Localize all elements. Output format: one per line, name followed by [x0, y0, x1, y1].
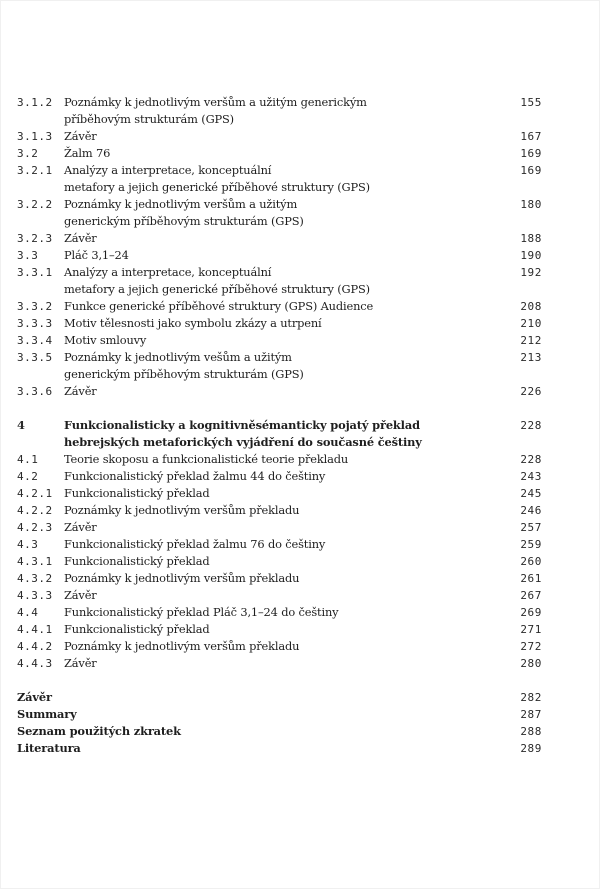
- toc-entry-3-3-1: [17, 264, 577, 298]
- page-number: 226: [520, 385, 542, 398]
- section-number: 4.2.1: [17, 487, 53, 500]
- page-number: 190: [520, 249, 542, 262]
- toc-entry-4-4-1: [17, 621, 577, 638]
- section-title: Analýzy a interpretace, konceptuální metafory a jejich generické příběhové struktury (GPS): [64, 163, 370, 194]
- page-number: 167: [520, 130, 542, 143]
- page-number: 208: [520, 300, 542, 313]
- toc-entry-3-2-1: [17, 162, 577, 196]
- section-title: Závěr: [64, 231, 97, 245]
- toc-entry-3-3-6: [17, 383, 577, 400]
- toc-chapter-4-heading: [17, 417, 577, 451]
- section-number: 3.2.2: [17, 198, 53, 211]
- toc-entry-3-2-3: [17, 230, 577, 247]
- section-number: 3.3.6: [17, 385, 53, 398]
- page-number: 269: [520, 606, 542, 619]
- page-number: 261: [520, 572, 542, 585]
- section-title: Funkcionalistický překlad: [64, 622, 210, 636]
- toc-entry-4-3-3: [17, 587, 577, 604]
- toc-entry-4-2-1: [17, 485, 577, 502]
- toc-entry-4-2: [17, 468, 577, 485]
- section-number: 4.4: [17, 606, 39, 619]
- section-title: Funkcionalistický překlad žalmu 44 do češtiny: [64, 469, 326, 483]
- toc-backmatter-summary: [17, 706, 577, 723]
- toc-entry-3-2: [17, 145, 577, 162]
- page-number: 212: [520, 334, 542, 347]
- section-number: 4.3.1: [17, 555, 53, 568]
- section-number: 3.3.2: [17, 300, 53, 313]
- page-number: 243: [520, 470, 542, 483]
- section-title: Poznámky k jednotlivým veršům a užitým generickým příběhovým strukturám (GPS): [64, 95, 367, 126]
- chapter-title: Funkcionalisticky a kognitivněsémanticky pojatý překlad hebrejských metaforických vyjádření do současné češtiny: [64, 418, 422, 449]
- page-number: 228: [520, 453, 542, 466]
- page-number: 210: [520, 317, 542, 330]
- page-number: 272: [520, 640, 542, 653]
- toc-entry-4-1: [17, 451, 577, 468]
- section-number: 3.3.5: [17, 351, 53, 364]
- page-number: 280: [520, 657, 542, 670]
- page-number: 267: [520, 589, 542, 602]
- page-number: 282: [520, 691, 542, 704]
- section-title: Teorie skoposu a funkcionalistické teorie překladu: [64, 452, 349, 466]
- chapter-number: 4: [17, 418, 26, 432]
- section-number: 4.2.2: [17, 504, 53, 517]
- page-number: 259: [520, 538, 542, 551]
- toc-entry-4-3: [17, 536, 577, 553]
- page-number: 246: [520, 504, 542, 517]
- section-number: 4.1: [17, 453, 39, 466]
- section-title: Funkcionalistický překlad: [64, 554, 210, 568]
- section-title: Analýzy a interpretace, konceptuální metafory a jejich generické příběhové struktury (GPS): [64, 265, 370, 296]
- section-number: 3.3.3: [17, 317, 53, 330]
- page-number: 188: [520, 232, 542, 245]
- page-number: 228: [520, 419, 542, 432]
- section-number: 4.2: [17, 470, 39, 483]
- page-number: 155: [520, 96, 542, 109]
- toc-entry-3-1-3: [17, 128, 577, 145]
- page-number: 192: [520, 266, 542, 279]
- toc-entry-4-3-2: [17, 570, 577, 587]
- backmatter-title: Závěr: [17, 690, 52, 704]
- page-number: 289: [520, 742, 542, 755]
- page-number: 260: [520, 555, 542, 568]
- page-number: 169: [520, 147, 542, 160]
- section-number: 4.3.3: [17, 589, 53, 602]
- toc-entry-3-2-2: [17, 196, 577, 230]
- section-title: Motiv smlouvy: [64, 333, 147, 347]
- section-number: 4.4.2: [17, 640, 53, 653]
- page-number: 180: [520, 198, 542, 211]
- toc-entry-3-3-4: [17, 332, 577, 349]
- toc-entry-4-2-3: [17, 519, 577, 536]
- section-title: Žalm 76: [64, 146, 111, 160]
- section-title: Závěr: [64, 588, 97, 602]
- section-title: Poznámky k jednotlivým veršům a užitým generickým příběhovým strukturám (GPS): [64, 197, 304, 228]
- section-title: Poznámky k jednotlivým veršům překladu: [64, 503, 300, 517]
- toc-entry-3-3: [17, 247, 577, 264]
- backmatter-title: Literatura: [17, 741, 81, 755]
- section-number: 3.1.3: [17, 130, 53, 143]
- page-number: 288: [520, 725, 542, 738]
- toc-entry-4-4-2: [17, 638, 577, 655]
- toc-entry-3-1-2: [17, 94, 577, 128]
- backmatter-title: Summary: [17, 707, 77, 721]
- section-number: 3.2: [17, 147, 39, 160]
- section-number: 3.3: [17, 249, 39, 262]
- section-title: Funkcionalistický překlad: [64, 486, 210, 500]
- section-number: 3.3.4: [17, 334, 53, 347]
- section-number: 4.3.2: [17, 572, 53, 585]
- section-number: 3.3.1: [17, 266, 53, 279]
- page-number: 213: [520, 351, 542, 364]
- table-of-contents: [17, 94, 577, 757]
- toc-backmatter-literature: [17, 740, 577, 757]
- toc-entry-3-3-5: [17, 349, 577, 383]
- backmatter-title: Seznam použitých zkratek: [17, 724, 181, 738]
- section-title: Poznámky k jednotlivým veršům překladu: [64, 639, 300, 653]
- section-title: Závěr: [64, 129, 97, 143]
- section-title: Funkcionalistický překlad žalmu 76 do češtiny: [64, 537, 326, 551]
- toc-entry-4-2-2: [17, 502, 577, 519]
- section-number: 4.4.3: [17, 657, 53, 670]
- section-title: Poznámky k jednotlivým veršům překladu: [64, 571, 300, 585]
- section-title: Závěr: [64, 520, 97, 534]
- page-number: 271: [520, 623, 542, 636]
- toc-entry-3-3-3: [17, 315, 577, 332]
- section-number: 4.4.1: [17, 623, 53, 636]
- toc-entry-4-3-1: [17, 553, 577, 570]
- section-title: Motiv tělesnosti jako symbolu zkázy a utrpení: [64, 316, 322, 330]
- toc-entry-4-4-3: [17, 655, 577, 672]
- section-number: 3.2.3: [17, 232, 53, 245]
- section-title: Funkce generické příběhové struktury (GPS) Audience: [64, 299, 374, 313]
- section-title: Poznámky k jednotlivým vešům a užitým generickým příběhovým strukturám (GPS): [64, 350, 304, 381]
- section-title: Pláč 3,1–24: [64, 248, 129, 262]
- section-title: Funkcionalistický překlad Pláč 3,1–24 do češtiny: [64, 605, 339, 619]
- page-number: 245: [520, 487, 542, 500]
- section-title: Závěr: [64, 656, 97, 670]
- section-number: 4.2.3: [17, 521, 53, 534]
- toc-backmatter-conclusion: [17, 689, 577, 706]
- toc-backmatter-abbreviations: [17, 723, 577, 740]
- section-title: Závěr: [64, 384, 97, 398]
- section-number: 3.2.1: [17, 164, 53, 177]
- page-number: 257: [520, 521, 542, 534]
- section-number: 3.1.2: [17, 96, 53, 109]
- page-number: 169: [520, 164, 542, 177]
- toc-entry-4-4: [17, 604, 577, 621]
- section-number: 4.3: [17, 538, 39, 551]
- page-number: 287: [520, 708, 542, 721]
- toc-entry-3-3-2: [17, 298, 577, 315]
